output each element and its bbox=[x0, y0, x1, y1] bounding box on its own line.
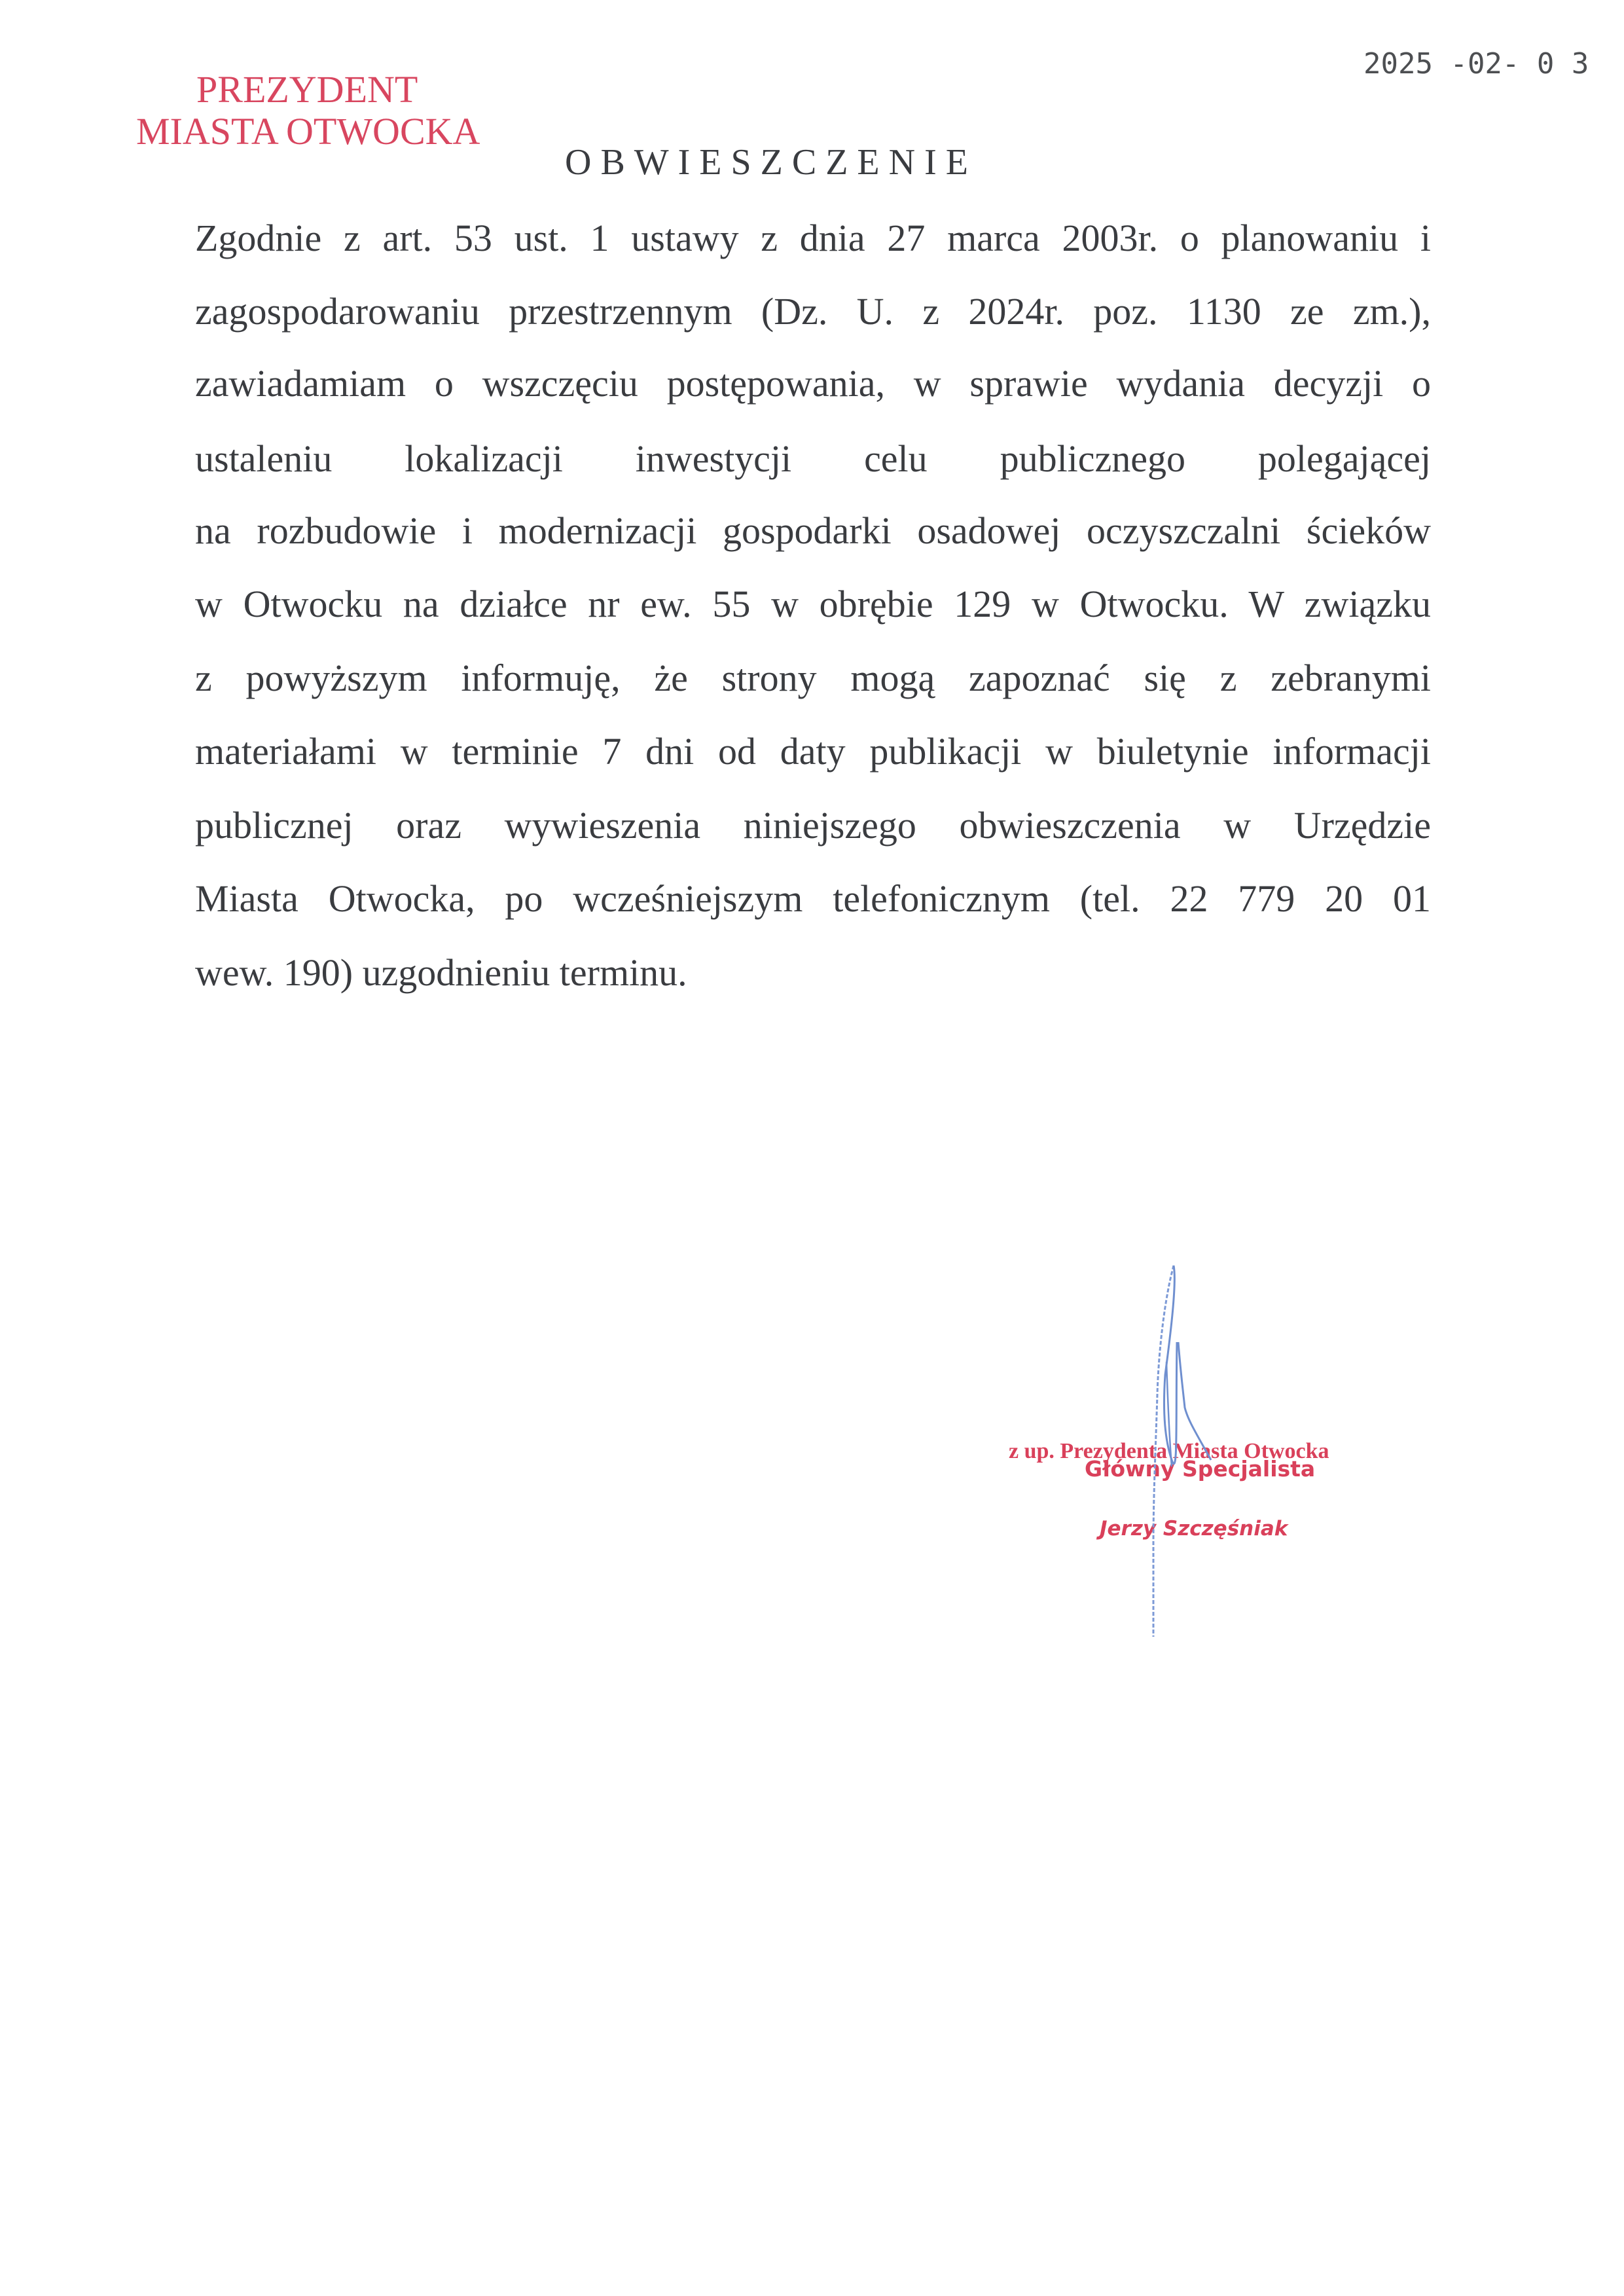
body-line: publicznej oraz wywieszenia niniejszego obwieszczenia w Urzędzie bbox=[195, 804, 1431, 847]
signature-stroke-tail bbox=[1178, 1342, 1211, 1460]
body-line: Zgodnie z art. 53 ust. 1 ustawy z dnia 27 marca 2003r. o planowaniu i bbox=[195, 217, 1431, 259]
signature-stamp-name: Jerzy Szczęśniak bbox=[1100, 1517, 1288, 1540]
signature-stamp-position: Główny Specjalista bbox=[1085, 1456, 1316, 1482]
body-line: na rozbudowie i modernizacji gospodarki osadowej oczyszczalni ścieków bbox=[195, 509, 1431, 552]
body-line: Miasta Otwocka, po wcześniejszym telefonicznym (tel. 22 779 20 01 bbox=[195, 877, 1431, 920]
authority-stamp-line-2: MIASTA OTWOCKA bbox=[136, 110, 480, 153]
body-line: zawiadamiam o wszczęciu postępowania, w sprawie wydania decyzji o bbox=[195, 362, 1431, 405]
body-line: materiałami w terminie 7 dni od daty publikacji w biuletynie informacji bbox=[195, 730, 1431, 773]
date-stamp: 2025 -02- 0 3 bbox=[1363, 47, 1589, 81]
signature-stamp-authorization: z up. Prezydenta Miasta Otwocka bbox=[1009, 1439, 1329, 1463]
handwritten-signature bbox=[1113, 1244, 1244, 1650]
document-title: OBWIESZCZENIE bbox=[565, 142, 977, 183]
authority-stamp-line-1: PREZYDENT bbox=[196, 68, 418, 111]
body-line: zagospodarowaniu przestrzennym (Dz. U. z 2024r. poz. 1130 ze zm.), bbox=[195, 290, 1431, 333]
body-line: z powyższym informuję, że strony mogą zapoznać się z zebranymi bbox=[195, 657, 1431, 699]
body-line: wew. 190) uzgodnieniu terminu. bbox=[195, 951, 687, 994]
body-line: w Otwocku na działce nr ew. 55 w obrębie 129 w Otwocku. W związku bbox=[195, 583, 1431, 625]
body-line: ustaleniu lokalizacji inwestycji celu publicznego polegającej bbox=[195, 437, 1431, 480]
